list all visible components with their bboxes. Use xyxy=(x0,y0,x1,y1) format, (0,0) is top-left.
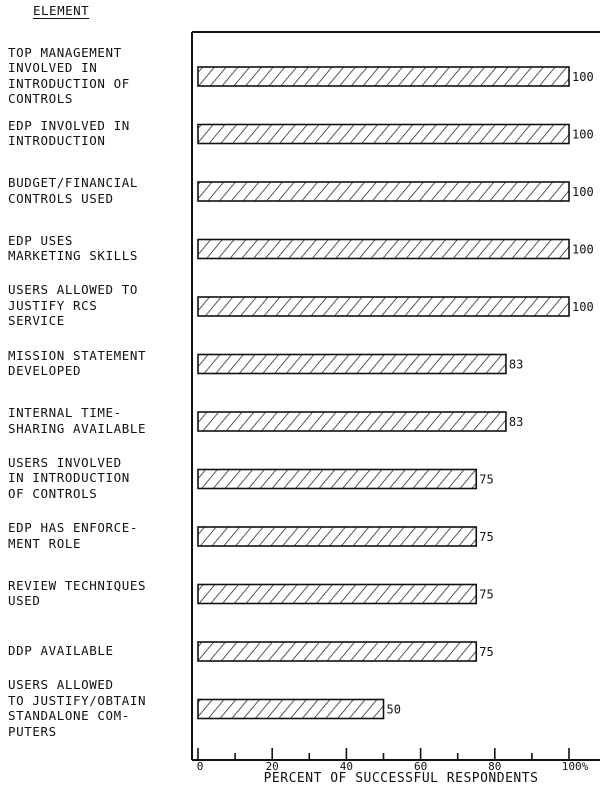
category-label: EDP USES MARKETING SKILLS xyxy=(8,232,139,263)
category-label: EDP INVOLVED IN INTRODUCTION xyxy=(8,117,130,148)
x-tick-label: 60 xyxy=(413,760,428,773)
bar xyxy=(198,412,506,431)
bar xyxy=(198,355,506,374)
value-label: 100 xyxy=(572,300,594,314)
bar xyxy=(198,67,569,86)
category-label: USERS ALLOWED TO JUSTIFY/OBTAIN STANDALONE COM- PUTERS xyxy=(8,677,147,739)
category-label: EDP HAS ENFORCE- MENT ROLE xyxy=(8,520,139,551)
x-tick-label: 100% xyxy=(561,760,589,773)
category-label: USERS INVOLVED IN INTRODUCTION OF CONTROLS xyxy=(8,454,130,501)
value-label: 75 xyxy=(479,472,494,487)
x-tick-label: 80 xyxy=(488,760,502,773)
bar xyxy=(198,297,569,316)
value-label: 100 xyxy=(572,127,594,142)
category-label: TOP MANAGEMENT INVOLVED IN INTRODUCTION OF CONTROLS xyxy=(8,44,130,106)
bar xyxy=(198,585,476,604)
bar xyxy=(198,700,384,719)
x-tick-label: 20 xyxy=(265,760,279,773)
bar xyxy=(198,642,476,661)
value-label: 50 xyxy=(386,702,401,717)
category-label: MISSION STATEMENT DEVELOPED xyxy=(8,347,147,378)
bar xyxy=(198,125,569,144)
value-label: 75 xyxy=(479,530,494,544)
x-axis-label: PERCENT OF SUCCESSFUL RESPONDENTS xyxy=(263,771,539,786)
category-label: USERS ALLOWED TO JUSTIFY RCS SERVICE xyxy=(8,282,139,329)
value-label: 83 xyxy=(508,357,524,372)
value-label: 100 xyxy=(572,185,594,199)
bar xyxy=(198,240,569,259)
bar xyxy=(198,527,476,546)
value-label: 100 xyxy=(572,242,594,257)
value-label: 83 xyxy=(508,415,524,429)
bar xyxy=(198,182,569,201)
category-header: ELEMENT xyxy=(33,3,90,18)
x-tick-label: 40 xyxy=(339,760,354,773)
value-label: 100 xyxy=(572,70,594,84)
value-label: 75 xyxy=(479,645,494,659)
value-label: 75 xyxy=(479,587,494,602)
category-label: DDP AVAILABLE xyxy=(8,642,114,658)
bar xyxy=(198,470,476,489)
category-label: INTERNAL TIME- SHARING AVAILABLE xyxy=(8,405,147,436)
category-label: BUDGET/FINANCIAL CONTROLS USED xyxy=(8,175,139,206)
x-tick-label: 0 xyxy=(196,760,204,773)
category-label: REVIEW TECHNIQUES USED xyxy=(8,577,147,608)
